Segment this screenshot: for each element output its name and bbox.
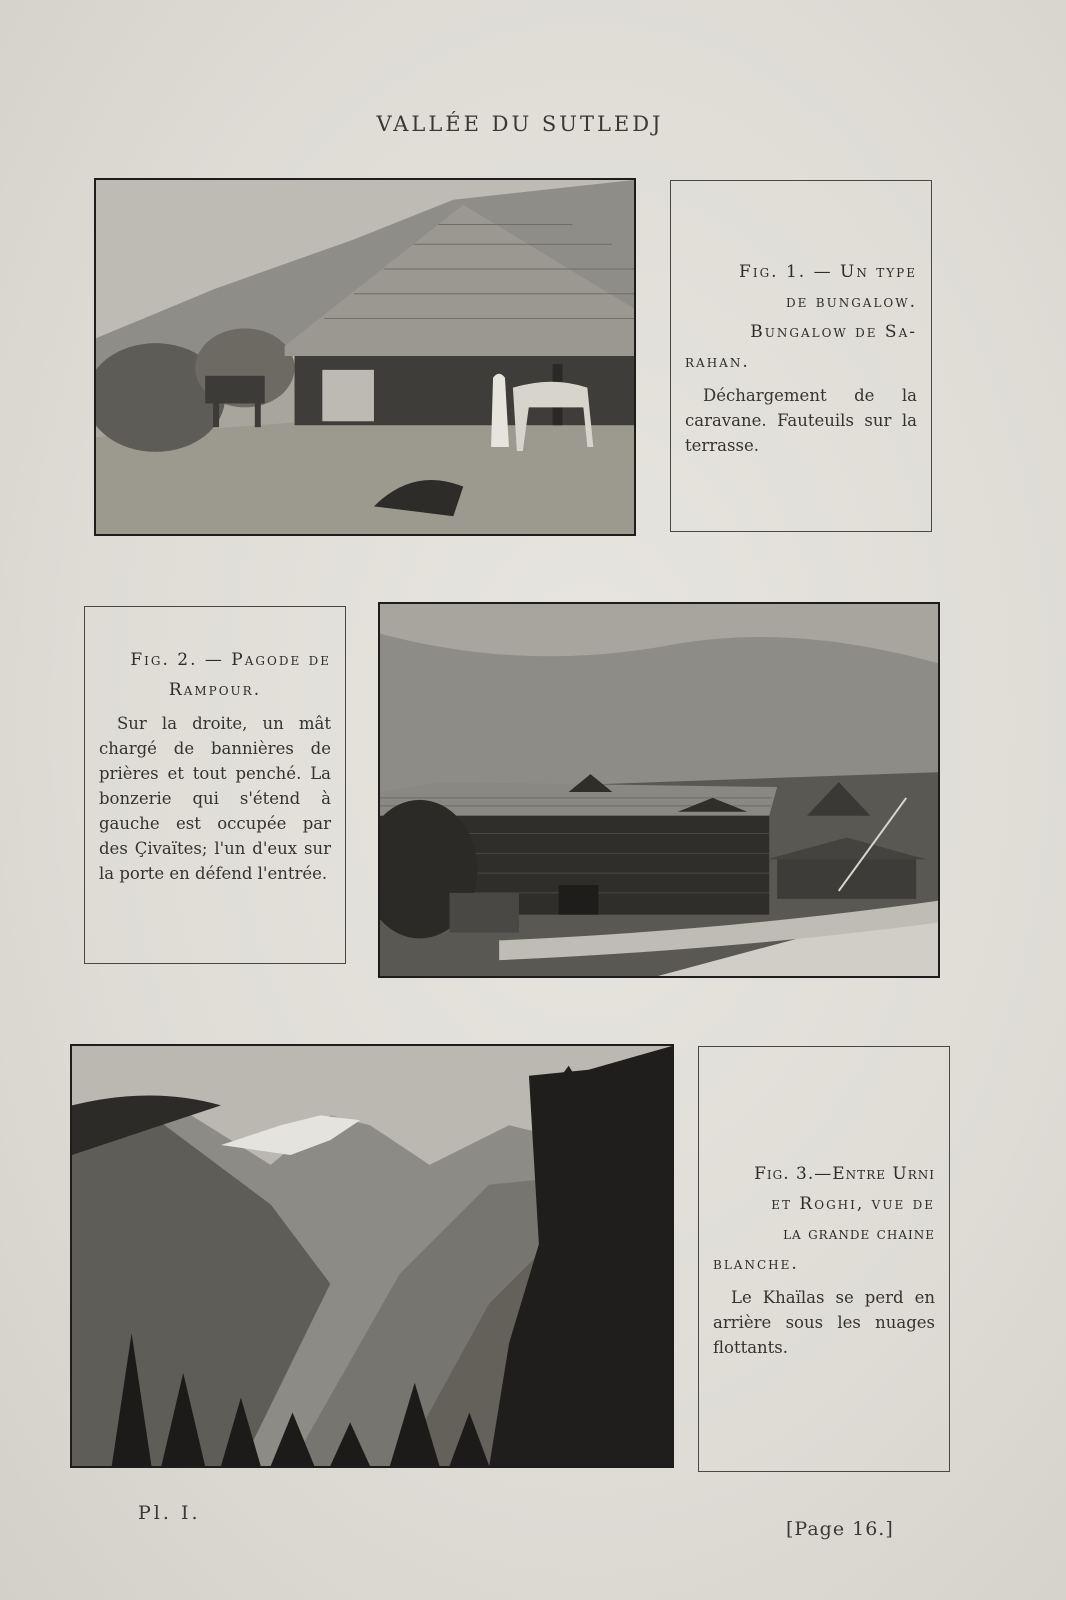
- figure-2-body: Sur la droite, un mât chargé de bannières de prières et tout penché. La bonzerie qui s'étend à gauche est occupée par des Çivaïtes; l'un d'eux sur la porte en défend l'entrée.: [99, 714, 331, 883]
- figure-3-title-line-2: et Roghi, vue de: [771, 1194, 935, 1214]
- figure-1-photo: [94, 178, 636, 536]
- figure-3-title-line-3: la grande chaine: [783, 1224, 935, 1244]
- figure-1-title-line-1: Fig. 1. — Un type: [739, 262, 917, 282]
- figure-1-caption: [670, 180, 932, 532]
- figure-3-title-line-1: Fig. 3.—Entre Urni: [754, 1164, 935, 1184]
- page-title: VALLÉE DU SUTLEDJ: [376, 112, 664, 136]
- figure-1-title-line-3: Bungalow de Sa-: [750, 322, 917, 342]
- figure-2-title-line-2: Rampour.: [168, 680, 262, 700]
- figure-2-title-line-1: Fig. 2. — Pagode de: [130, 650, 331, 670]
- plate-number: Pl. I.: [138, 1502, 201, 1524]
- figure-2-caption: [84, 606, 346, 964]
- figure-3-photo: [70, 1044, 674, 1468]
- figure-1-body: Déchargement de la caravane. Fauteuils sur la terrasse.: [685, 386, 917, 455]
- figure-3-title-line-4: blanche.: [713, 1254, 799, 1274]
- page-reference: [Page 16.]: [786, 1518, 894, 1540]
- figure-2-photo: [378, 602, 940, 978]
- figure-1-title-line-2: de bungalow.: [785, 292, 917, 312]
- figure-1-title-line-4: rahan.: [685, 352, 750, 372]
- figure-3-body: Le Khaïlas se perd en arrière sous les nuages flottants.: [713, 1288, 935, 1357]
- figure-3-caption: [698, 1046, 950, 1472]
